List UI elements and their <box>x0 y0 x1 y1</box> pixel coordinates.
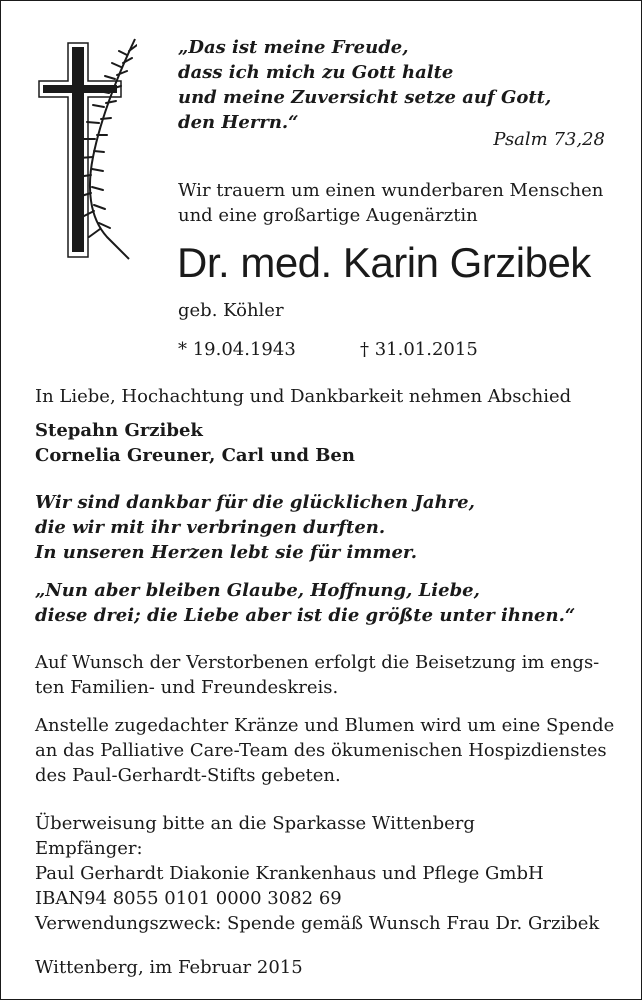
intro-line: und eine großartige Augenärztin <box>178 205 478 226</box>
thanks-line: Wir sind dankbar für die glücklichen Jahre, <box>35 492 475 513</box>
birth-date: * 19.04.1943 <box>178 339 296 360</box>
verse-reference: Psalm 73,28 <box>493 129 605 150</box>
scripture-line: „Nun aber bleiben Glaube, Hoffnung, Liebe, <box>35 580 480 601</box>
donation-request <box>35 713 615 788</box>
bank-line: IBAN94 8055 0101 0000 3082 69 <box>35 888 342 909</box>
bank-details <box>35 811 615 936</box>
farewell-text: In Liebe, Hochachtung und Dankbarkeit nehmen Abschied <box>35 386 572 407</box>
thanks-line: die wir mit ihr verbringen durften. <box>35 517 386 538</box>
place-and-date: Wittenberg, im Februar 2015 <box>35 957 303 978</box>
mourner-name: Stepahn Grzibek <box>35 420 203 441</box>
life-dates <box>178 339 478 360</box>
burial-line: Auf Wunsch der Verstorbenen erfolgt die Beisetzung im engs- <box>35 652 600 673</box>
burial-notice <box>35 650 615 700</box>
death-date: † 31.01.2015 <box>360 339 478 360</box>
donation-line: des Paul-Gerhardt-Stifts gebeten. <box>35 765 341 786</box>
verse-line: den Herrn.“ <box>178 112 299 133</box>
thanks-line: In unseren Herzen lebt sie für immer. <box>35 542 417 563</box>
scripture-line: diese drei; die Liebe aber ist die größte unter ihnen.“ <box>35 605 576 626</box>
intro-text <box>178 178 603 228</box>
verse-line: und meine Zuversicht setze auf Gott, <box>178 87 552 108</box>
burial-line: ten Familien- und Freundeskreis. <box>35 677 339 698</box>
bank-line: Empfänger: <box>35 838 143 859</box>
bank-line: Überweisung bitte an die Sparkasse Wittenberg <box>35 813 475 834</box>
verse-line: dass ich mich zu Gott halte <box>178 62 454 83</box>
donation-line: an das Palliative Care-Team des ökumenischen Hospizdienstes <box>35 740 607 761</box>
birth-name: geb. Köhler <box>178 300 284 321</box>
mourner-name: Cornelia Greuner, Carl und Ben <box>35 445 355 466</box>
mourners-list <box>35 418 355 468</box>
intro-line: Wir trauern um einen wunderbaren Menschen <box>178 180 604 201</box>
deceased-name: Dr. med. Karin Grzibek <box>177 239 591 286</box>
opening-verse <box>178 35 551 135</box>
verse-line: „Das ist meine Freude, <box>178 37 409 58</box>
donation-line: Anstelle zugedachter Kränze und Blumen wird um eine Spende <box>35 715 615 736</box>
bank-line: Paul Gerhardt Diakonie Krankenhaus und Pflege GmbH <box>35 863 544 884</box>
cross-with-palm-branch-icon <box>37 37 137 263</box>
scripture-quote <box>35 578 575 628</box>
bank-line: Verwendungszweck: Spende gemäß Wunsch Frau Dr. Grzibek <box>35 913 600 934</box>
thanks-text <box>35 490 475 565</box>
